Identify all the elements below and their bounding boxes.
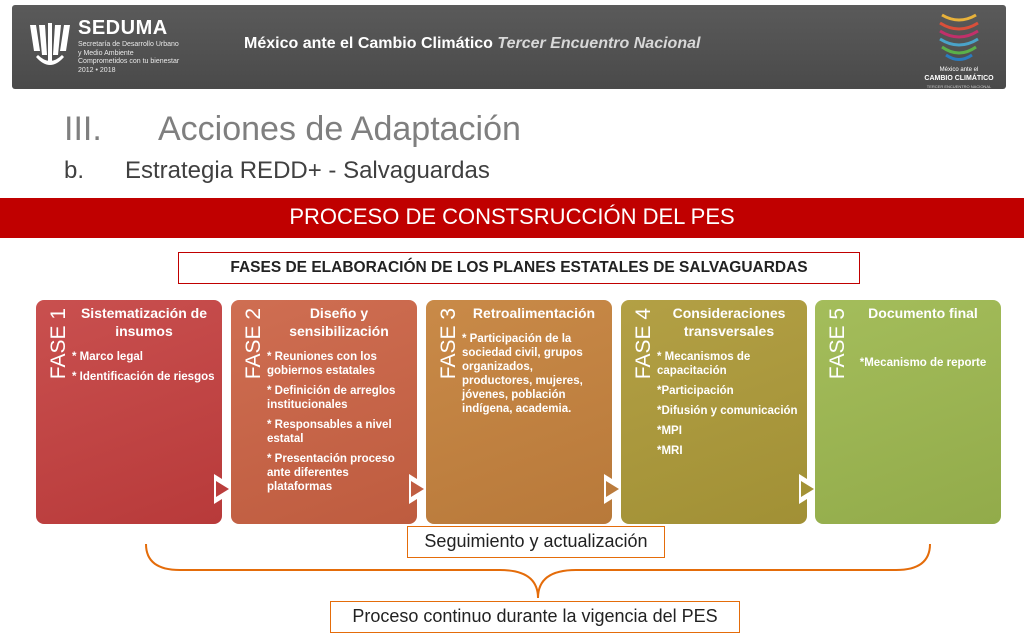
logo-sub-line-1: Secretaría de Desarrollo Urbano: [78, 41, 179, 48]
seduma-logo: [28, 15, 198, 81]
phase-item: * Reuniones con los gobiernos estatales: [267, 351, 377, 377]
phase-body-2: [267, 350, 411, 500]
subsection-title: Estrategia REDD+ - Salvaguardas: [125, 157, 490, 184]
arrow-right-icon-inner: [216, 481, 229, 497]
phase-title-3: Retroalimentación: [472, 305, 596, 321]
followup-box: Seguimiento y actualización: [407, 526, 665, 558]
phase-item: * Mecanismos de capacitación: [657, 351, 751, 377]
phase-label-text-1: FASE 1: [47, 308, 70, 380]
phase-item: * Responsables a nivel estatal: [267, 419, 392, 445]
phase-label-text-3: FASE 3: [437, 308, 460, 380]
phase-item: * Definición de arreglos institucionales: [267, 385, 396, 411]
subsection-letter: b.: [64, 157, 85, 184]
phase-title-1: Sistematización de insumos: [80, 305, 208, 339]
header-title: [244, 35, 700, 53]
phase-item: *Participación: [657, 385, 734, 397]
phase-title-5: Documento final: [868, 305, 978, 321]
process-band-text: PROCESO DE CONSTSRUCCIÓN DEL PES: [289, 204, 735, 229]
process-band: [0, 198, 1024, 238]
arrow-right-icon-inner: [411, 481, 424, 497]
process-box: Proceso continuo durante la vigencia del PES: [330, 601, 740, 633]
phase-body-5: [851, 356, 995, 376]
phase-item: * Presentación proceso ante diferentes plataformas: [267, 453, 395, 493]
phase-item: *MRI: [657, 445, 683, 457]
phase-item: *Mecanismo de reporte: [859, 357, 987, 369]
phase-title-4: Consideraciones transversales: [672, 305, 786, 339]
phase-item: *Difusión y comunicación: [657, 405, 798, 417]
phase-body-1: [72, 350, 216, 390]
section-title: Acciones de Adaptación: [158, 110, 521, 148]
logo-title: SEDUMA: [78, 17, 168, 39]
phase-item: *MPI: [657, 425, 682, 437]
phase-card-4: [621, 300, 807, 524]
logo-subtitle: [78, 41, 198, 75]
phase-item: * Marco legal: [72, 351, 143, 363]
right-logo-line-1: México ante el: [939, 67, 979, 73]
cambio-climatico-logo: [912, 9, 1006, 89]
header-title-main: México ante el Cambio Climático: [244, 35, 493, 52]
section-number: III.: [64, 110, 102, 148]
arrow-right-icon-inner: [801, 481, 814, 497]
logo-sub-line-4: 2012 • 2018: [78, 66, 116, 74]
phase-card-2: [231, 300, 417, 524]
phase-card-3: [426, 300, 612, 524]
header-bar: [12, 5, 1006, 89]
right-logo-line-2: CAMBIO CLIMÁTICO: [924, 75, 994, 82]
phase-body-4: [657, 350, 801, 464]
logo-sub-line-3: Comprometidos con tu bienestar: [78, 58, 180, 65]
phase-card-1: [36, 300, 222, 524]
phase-title-2: Diseño y sensibilización: [289, 305, 389, 339]
phase-body-3: [462, 332, 606, 422]
header-title-italic: Tercer Encuentro Nacional: [497, 35, 701, 52]
phase-item: * Identificación de riesgos: [72, 371, 215, 383]
right-logo-line-3: TERCER ENCUENTRO NACIONAL: [926, 84, 992, 89]
phase-item: * Participación de la sociedad civil, grupos organizados, productores, mujeres, jóvenes, población indígena, academia.: [462, 333, 583, 415]
phase-card-5: [815, 300, 1001, 524]
logo-sub-line-2: y Medio Ambiente: [78, 49, 134, 57]
phase-label-text-2: FASE 2: [242, 308, 265, 380]
arrow-right-icon-inner: [606, 481, 619, 497]
phase-label-text-5: FASE 5: [826, 308, 849, 380]
seduma-logo-icon: [28, 21, 72, 73]
cambio-climatico-logo-icon: [912, 9, 1006, 67]
fases-title-box: FASES DE ELABORACIÓN DE LOS PLANES ESTATALES DE SALVAGUARDAS: [178, 252, 860, 284]
phase-label-text-4: FASE 4: [632, 308, 655, 380]
